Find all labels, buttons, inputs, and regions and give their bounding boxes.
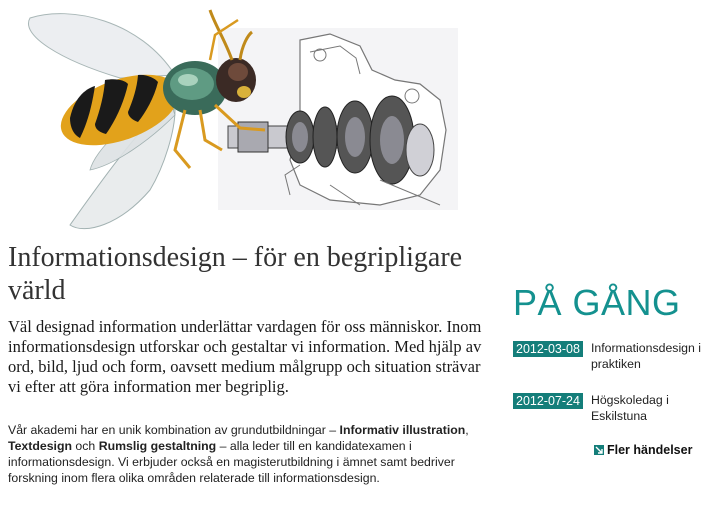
event-item[interactable] (513, 392, 713, 424)
body-paragraph (8, 422, 478, 486)
program-textdesign: Textdesign (8, 439, 73, 453)
event-item[interactable] (513, 340, 713, 372)
body-text-separator: och (72, 439, 99, 453)
body-text-rest: – alla leder till en kandidatexamen i informationsdesign. Vi erbjuder också en magisterutbildning i ämnet samt bedriver forskning inom flera olika områden relaterade till informationsdesign. (8, 439, 455, 485)
program-informativ-illustration: Informativ illustration (339, 423, 466, 437)
more-events-link[interactable] (594, 443, 692, 457)
hero-image (0, 0, 470, 240)
event-link[interactable]: Informationsdesign i praktiken (590, 341, 702, 371)
event-date: 2012-03-08 (513, 341, 583, 357)
more-events-label: Fler händelser (607, 443, 693, 457)
arrow-icon (594, 445, 604, 455)
gearbox-drawing (218, 28, 458, 210)
lead-paragraph: Väl designad information underlättar vardagen för oss människor. Inom informationsdesign utforskar och gestaltar vi information. Med hjälp av ord, bild, ljud och form, oavsett medium målgrupp och situation strävar vi efter att göra information mer begriplig. (8, 317, 482, 396)
event-date: 2012-07-24 (513, 393, 583, 409)
body-text-separator: , (465, 423, 469, 437)
program-rumslig-gestaltning: Rumslig gestaltning (98, 439, 217, 453)
event-link[interactable]: Högskoledag i Eskilstuna (590, 393, 669, 423)
body-text-intro: Vår akademi har en unik kombination av grundutbildningar – (8, 423, 340, 437)
events-heading: PÅ GÅNG (513, 282, 681, 323)
page-title: Informationsdesign – för en begripligare värld (8, 242, 463, 306)
